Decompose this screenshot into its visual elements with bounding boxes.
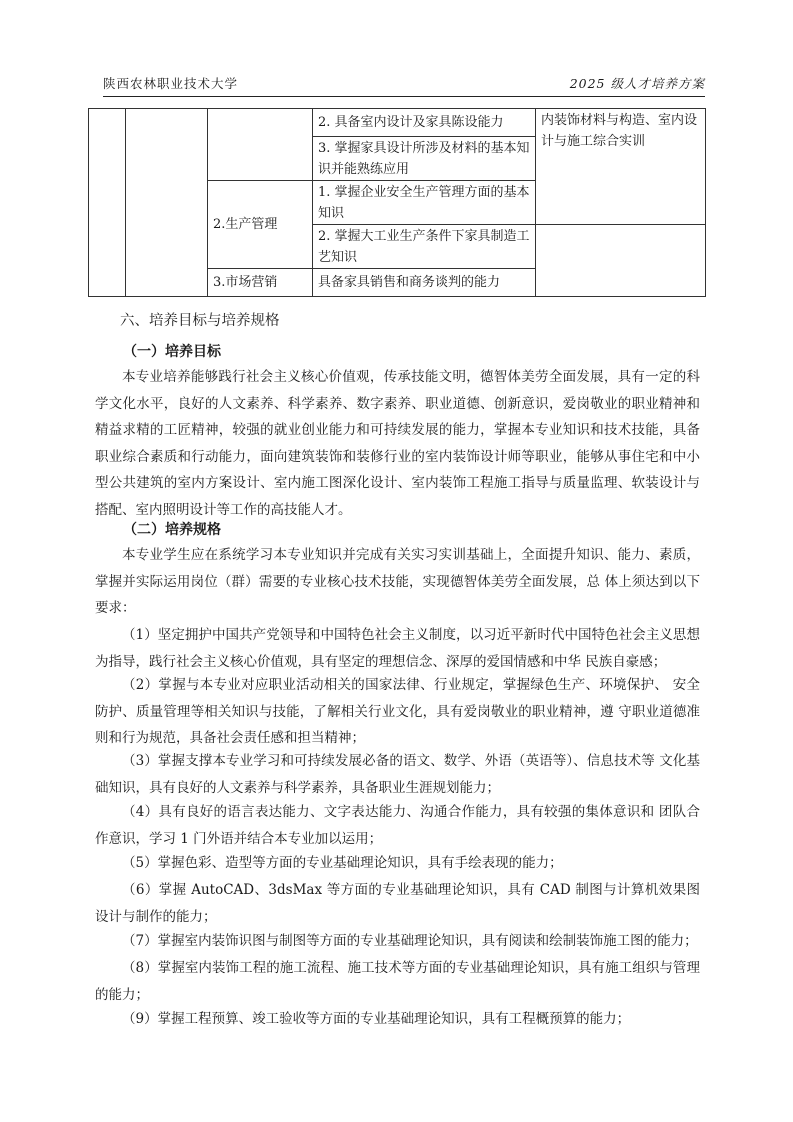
school-name: 陕西农林职业技术大学 (103, 76, 239, 91)
spec-item-9: （9）掌握工程预算、竣工验收等方面的专业基础理论知识，具有工程概预算的能力； (122, 1011, 631, 1027)
spec-item-4: （4）具有良好的语言表达能力、文字表达能力、沟通合作能力，具有较强的集体意识和 团队合作意识，学习 1 门外语并结合本专业加以运用； (95, 804, 700, 847)
table-cell-item: 2. 掌握大工业生产条件下家具制造工艺知识 (313, 225, 536, 269)
table-cell-category (208, 109, 313, 181)
spec-item-1: （1）坚定拥护中国共产党领导和中国特色社会主义制度，以习近平新时代中国特色社会主义思想为指导，践行社会主义核心价值观，具有坚定的理想信念、深厚的爱国情感和中华 民族自豪感； (95, 627, 700, 670)
table-cell-item: 具备家具销售和商务谈判的能力 (313, 269, 536, 297)
table-cell-blank (89, 109, 126, 297)
spec-item-7: （7）掌握室内装饰识图与制图等方面的专业基础理论知识，具有阅读和绘制装饰施工图的能力； (122, 933, 698, 949)
table-cell-item: 3. 掌握家具设计所涉及材料的基本知识并能熟练应用 (313, 137, 536, 181)
spec-item-8: （8）掌握室内装饰工程的施工流程、施工技术等方面的专业基础理论知识，具有施工组织与管理的能力； (95, 960, 700, 1003)
spec-heading: （二）培养规格 (123, 522, 221, 538)
page-header (103, 72, 705, 97)
table-cell-blank (126, 109, 208, 297)
table-cell-item: 1. 掌握企业安全生产管理方面的基本知识 (313, 181, 536, 225)
spec-item-6: （6）掌握 AutoCAD、3dsMax 等方面的专业基础理论知识，具有 CAD 制图与计算机效果图设计与制作的能力； (95, 882, 700, 925)
table-cell-training: 内装饰材料与构造、室内设计与施工综合实训 (536, 109, 706, 225)
goal-heading: （一）培养目标 (123, 344, 221, 360)
spec-item-2: （2）掌握与本专业对应职业活动相关的国家法律、行业规定，掌握绿色生产、环境保护、 安全防护、质量管理等相关知识与技能，了解相关行业文化，具有爱岗敬业的职业精神，遵 守职业道德准则和行为规范，具备社会责任感和担当精神； (95, 677, 700, 746)
table-cell-item: 2. 具备室内设计及家具陈设能力 (313, 109, 536, 137)
spec-intro: 本专业学生应在系统学习本专业知识并完成有关实习实训基础上，全面提升知识、能力、素质，掌握并实际运用岗位（群）需要的专业核心技术技能，实现德智体美劳全面发展，总 体上须达到以下要求： (95, 547, 700, 616)
document-title: 2025 级人才培养方案 (569, 76, 705, 91)
table-cell-blank (536, 225, 706, 297)
spec-item-3: （3）掌握支撑本专业学习和可持续发展必备的语文、数学、外语（英语等）、信息技术等 文化基础知识，具有良好的人文素养与科学素养，具备职业生涯规划能力； (95, 753, 700, 796)
table-cell-category: 3.市场营销 (208, 269, 313, 297)
table-row (89, 109, 706, 137)
table-cell-category: 2.生产管理 (208, 181, 313, 269)
competency-table (88, 108, 706, 297)
goal-paragraph: 本专业培养能够践行社会主义核心价值观，传承技能文明，德智体美劳全面发展，具有一定的科学文化水平，良好的人文素养、科学素养、数字素养、职业道德、创新意识，爱岗敬业的职业精神和精益求精的工匠精神，较强的就业创业能力和可持续发展的能力，掌握本专业知识和技术技能，具备职业综合素质和行动能力，面向建筑装饰和装修行业的室内装饰设计师等职业，能够从事住宅和中小型公共建筑的室内方案设计、室内施工图深化设计、室内装饰工程施工指导与质量监理、软装设计与搭配、室内照明设计等工作的高技能人才。 (95, 369, 700, 518)
section-title: 六、培养目标与培养规格 (120, 313, 280, 329)
spec-item-5: （5）掌握色彩、造型等方面的专业基础理论知识，具有手绘表现的能力； (122, 855, 563, 871)
